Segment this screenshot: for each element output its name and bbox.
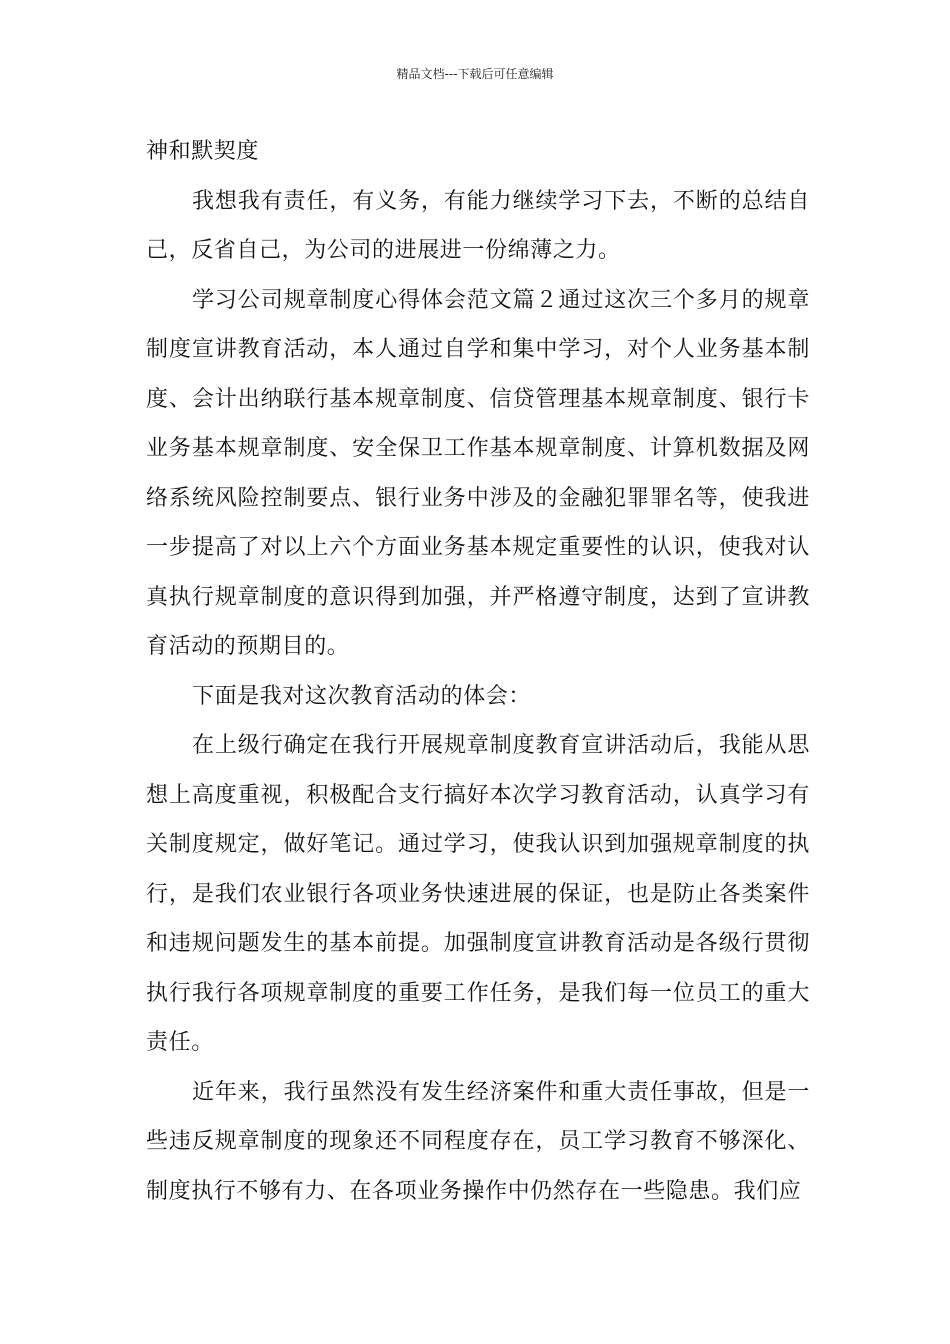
paragraph: 我想我有责任，有义务，有能力继续学习下去，不断的总结自己，反省自己，为公司的进展进一份绵薄之力。 [146,188,810,263]
paragraph: 学习公司规章制度心得体会范文篇２通过这次三个多月的规章制度宣讲教育活动，本人通过自学和集中学习，对个人业务基本制度、会计出纳联行基本规章制度、信贷管理基本规章制度、银行卡业务基本规章制度、安全保卫工作基本规章制度、计算机数据及网络系统风险控制要点、银行业务中涉及的金融犯罪罪名等，使我进一步提高了对以上六个方面业务基本规定重要性的认识，使我对认真执行规章制度的意识得到加强，并严格遵守制度，达到了宣讲教育活动的预期目的。 [146,287,810,659]
paragraph: 近年来，我行虽然没有发生经济案件和重大责任事故，但是一些违反规章制度的现象还不同程度存在，员工学习教育不够深化、制度执行不够有力、在各项业务操作中仍然存在一些隐患。我们应 [146,1079,810,1204]
page-header: 精品文档---下载后可任意编辑 [396,67,554,81]
paragraph: 在上级行确定在我行开展规章制度教育宣讲活动后，我能从思想上高度重视，积极配合支行搞好本次学习教育活动，认真学习有关制度规定，做好笔记。通过学习，使我认识到加强规章制度的执行，是我们农业银行各项业务快速进展的保证，也是防止各类案件和违规问题发生的基本前提。加强制度宣讲教育活动是各级行贯彻执行我行各项规章制度的重要工作任务，是我们每一位员工的重大责任。 [146,733,810,1055]
document-body [146,127,810,1216]
paragraph: 下面是我对这次教育活动的体会： [192,683,532,709]
paragraph-continuation: 神和默契度 [146,139,260,164]
